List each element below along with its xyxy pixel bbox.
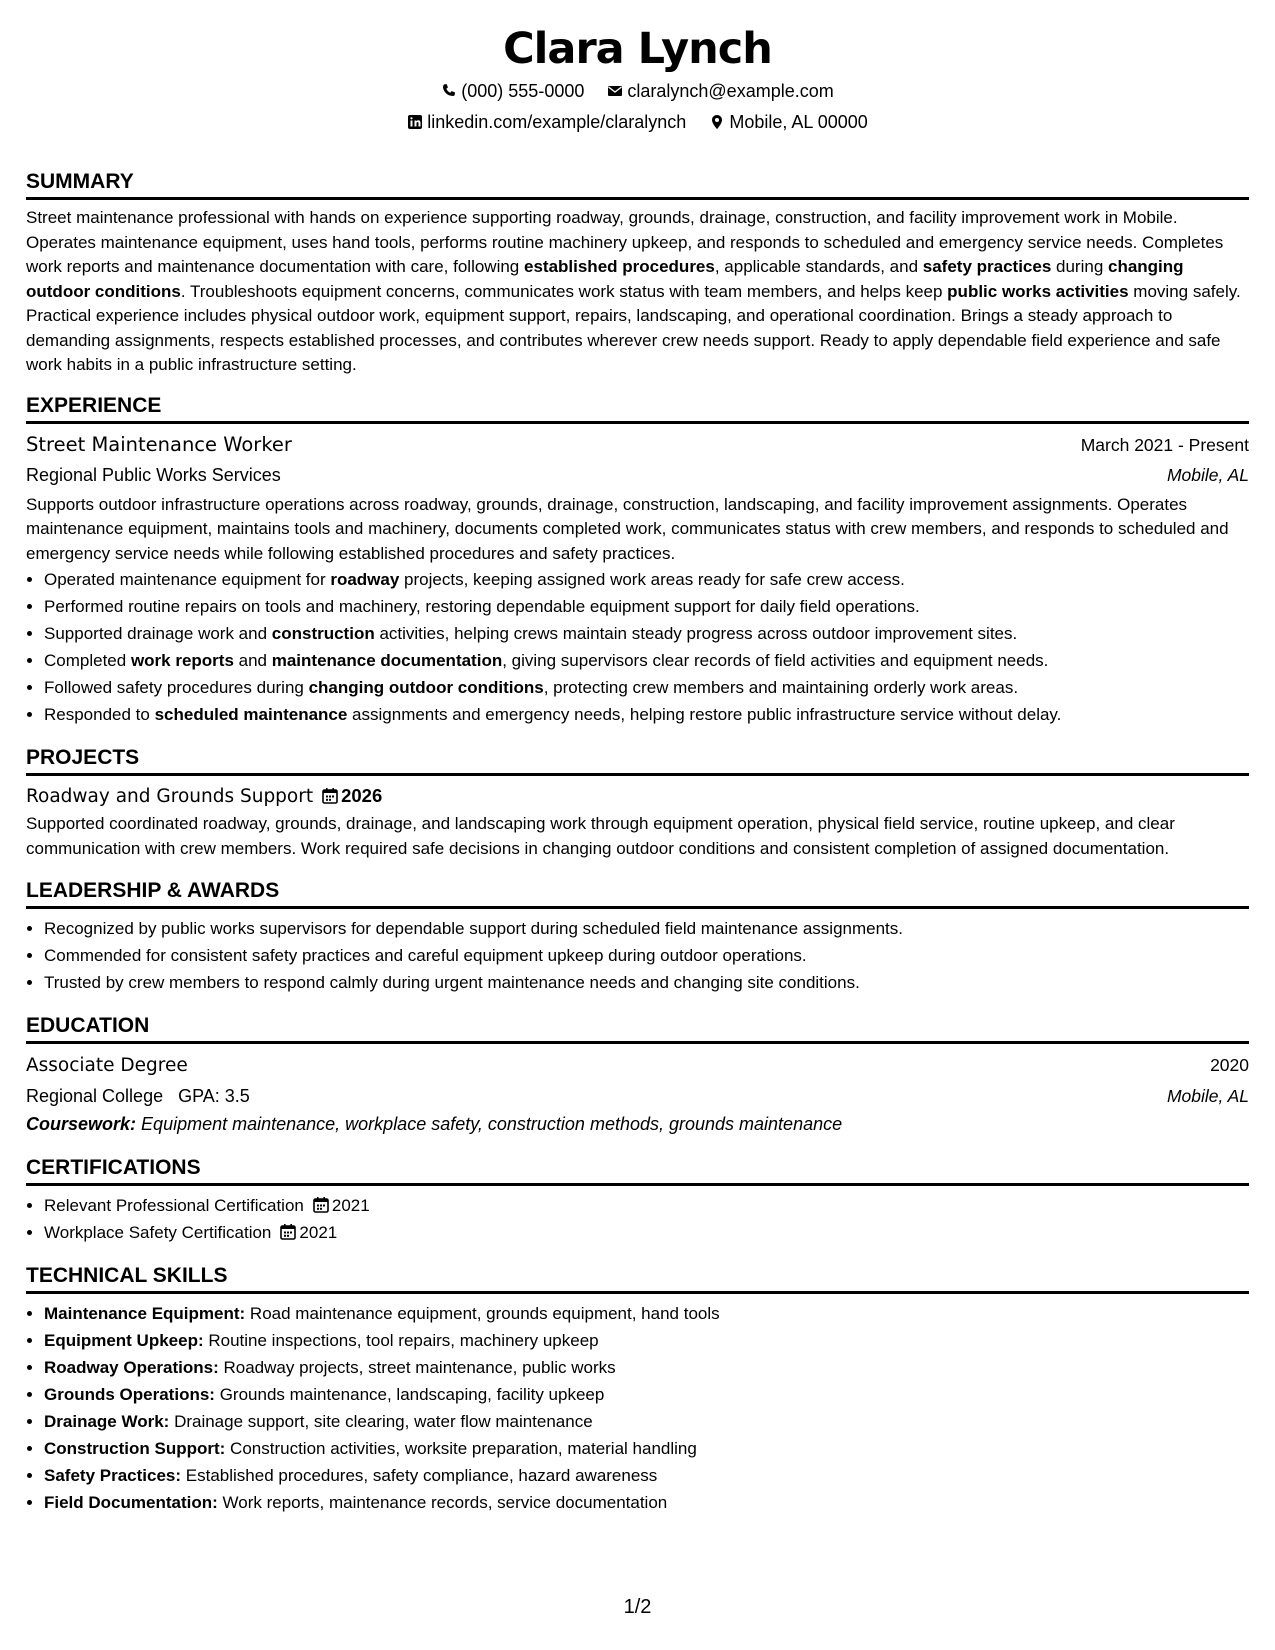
skills-heading: TECHNICAL SKILLS	[26, 1262, 1249, 1294]
projects-heading: PROJECTS	[26, 744, 1249, 776]
education-year: 2020	[1210, 1055, 1249, 1075]
candidate-name: Clara Lynch	[503, 24, 772, 74]
summary-section	[26, 168, 1249, 378]
job-subheader	[26, 460, 1249, 490]
job-description: Supports outdoor infrastructure operations across roadway, grounds, drainage, construction, landscaping, and facility improvement assignments. Operates maintenance equipment, maintains tools and machinery, documents completed work, communicates status with crew members, and responds to scheduled and emergency service needs while following established procedures and safety practices.	[26, 494, 1229, 563]
list-item: • Safety Practices: Established procedures, safety compliance, hazard awareness	[44, 1462, 1249, 1489]
leadership-list	[26, 915, 1249, 996]
calendar-icon	[321, 787, 339, 805]
list-item: • Grounds Operations: Grounds maintenance, landscaping, facility upkeep	[44, 1381, 1249, 1408]
certifications-heading: CERTIFICATIONS	[26, 1154, 1249, 1186]
contact-linkedin[interactable]	[407, 112, 691, 132]
contact-location	[709, 112, 867, 132]
list-item: • Responded to scheduled maintenance assignments and emergency needs, helping restore public infrastructure service without delay.	[44, 701, 1249, 728]
calendar-icon	[279, 1223, 297, 1241]
education-section	[26, 1012, 1249, 1138]
phone-text: (000) 555-0000	[461, 81, 585, 101]
project-header	[26, 782, 1249, 812]
contact-line-2	[26, 107, 1249, 138]
certifications-section	[26, 1154, 1249, 1246]
coursework	[26, 1111, 1249, 1138]
job-location: Mobile, AL	[1166, 464, 1249, 485]
skills-list	[26, 1300, 1249, 1516]
email-text: claralynch@example.com	[627, 81, 834, 101]
phone-icon	[441, 83, 457, 99]
contact-phone	[441, 81, 589, 101]
job-company: Regional Public Works Services	[26, 464, 281, 485]
calendar-icon	[312, 1196, 330, 1214]
degree: Associate Degree	[26, 1055, 188, 1076]
list-item: • Followed safety procedures during changing outdoor conditions, protecting crew members and maintaining orderly work areas.	[44, 674, 1249, 701]
education-heading: EDUCATION	[26, 1012, 1249, 1044]
list-item: • Roadway Operations: Roadway projects, street maintenance, public works	[44, 1354, 1249, 1381]
list-item: • Field Documentation: Work reports, maintenance records, service documentation	[44, 1489, 1249, 1516]
school-name: Regional College	[26, 1086, 164, 1106]
linkedin-icon	[407, 114, 423, 130]
linkedin-text: linkedin.com/example/claralynch	[427, 112, 687, 132]
resume-header	[26, 0, 1249, 138]
list-item: • Completed work reports and maintenance documentation, giving supervisors clear records of field activities and equipment needs.	[44, 647, 1249, 674]
experience-section	[26, 392, 1249, 729]
education-subheader	[26, 1081, 1249, 1111]
leadership-section	[26, 877, 1249, 996]
project-year: 2026	[341, 785, 383, 806]
list-item: • Workplace Safety Certification 2021	[44, 1219, 1249, 1246]
project-name: Roadway and Grounds Support	[26, 786, 314, 807]
list-item: • Commended for consistent safety practices and careful equipment upkeep during outdoor operations.	[44, 942, 1249, 969]
list-item: • Operated maintenance equipment for roadway projects, keeping assigned work areas ready for safe crew access.	[44, 566, 1249, 593]
contact-line-1	[26, 76, 1249, 107]
project-description: Supported coordinated roadway, grounds, drainage, and landscaping work through equipment operation, physical field service, routine upkeep, and clear communication with crew members. Work required safe decisions in changing outdoor conditions and consistent completion of assigned documentation.	[26, 814, 1175, 858]
list-item: • Maintenance Equipment: Road maintenance equipment, grounds equipment, hand tools	[44, 1300, 1249, 1327]
list-item: • Supported drainage work and construction activities, helping crews maintain steady progress across outdoor improvement sites.	[44, 620, 1249, 647]
school-line	[26, 1081, 250, 1111]
list-item: • Recognized by public works supervisors for dependable support during scheduled field maintenance assignments.	[44, 915, 1249, 942]
summary-heading: SUMMARY	[26, 168, 1249, 200]
resume-page	[26, 0, 1249, 1516]
coursework-text: Equipment maintenance, workplace safety, construction methods, grounds maintenance	[141, 1114, 843, 1134]
job-dates: March 2021 - Present	[1080, 434, 1249, 455]
map-pin-icon	[709, 114, 725, 130]
list-item: • Performed routine repairs on tools and machinery, restoring dependable equipment support for daily field operations.	[44, 593, 1249, 620]
experience-heading: EXPERIENCE	[26, 392, 1249, 424]
projects-section	[26, 744, 1249, 861]
envelope-icon	[607, 83, 623, 99]
contact-email[interactable]	[607, 81, 833, 101]
list-item: • Relevant Professional Certification 2021	[44, 1192, 1249, 1219]
coursework-label: Coursework:	[26, 1114, 137, 1134]
skills-section	[26, 1262, 1249, 1516]
education-header	[26, 1050, 1249, 1081]
leadership-heading: LEADERSHIP & AWARDS	[26, 877, 1249, 909]
education-location: Mobile, AL	[1166, 1086, 1249, 1106]
job-bullets	[26, 566, 1249, 728]
list-item: • Construction Support: Construction activities, worksite preparation, material handling	[44, 1435, 1249, 1462]
certifications-list	[26, 1192, 1249, 1246]
list-item: • Equipment Upkeep: Routine inspections, tool repairs, machinery upkeep	[44, 1327, 1249, 1354]
list-item: • Trusted by crew members to respond calmly during urgent maintenance needs and changing site conditions.	[44, 969, 1249, 996]
summary-text: Street maintenance professional with hands on experience supporting roadway, grounds, drainage, construction, and facility improvement work in Mobile. Operates maintenance equipment, uses hand tools, performs routine machinery upkeep, and responds to scheduled and emergency service needs. Completes work reports and maintenance documentation with care, following established procedures, applicable standards, and safety practices during changing outdoor conditions. Troubleshoots equipment concerns, communicates work status with team members, and helps keep public works activities moving safely. Practical experience includes physical outdoor work, equipment support, repairs, landscaping, and operational coordination. Brings a steady approach to demanding assignments, respects established processes, and contributes wherever crew needs support. Ready to apply dependable field experience and safe work habits in a public infrastructure setting.	[26, 208, 1241, 374]
location-text: Mobile, AL 00000	[729, 112, 868, 132]
list-item: • Drainage Work: Drainage support, site clearing, water flow maintenance	[44, 1408, 1249, 1435]
job-title: Street Maintenance Worker	[26, 432, 292, 456]
job-header	[26, 430, 1249, 460]
page-number: 1/2	[623, 1596, 652, 1618]
gpa: GPA: 3.5	[178, 1086, 250, 1106]
